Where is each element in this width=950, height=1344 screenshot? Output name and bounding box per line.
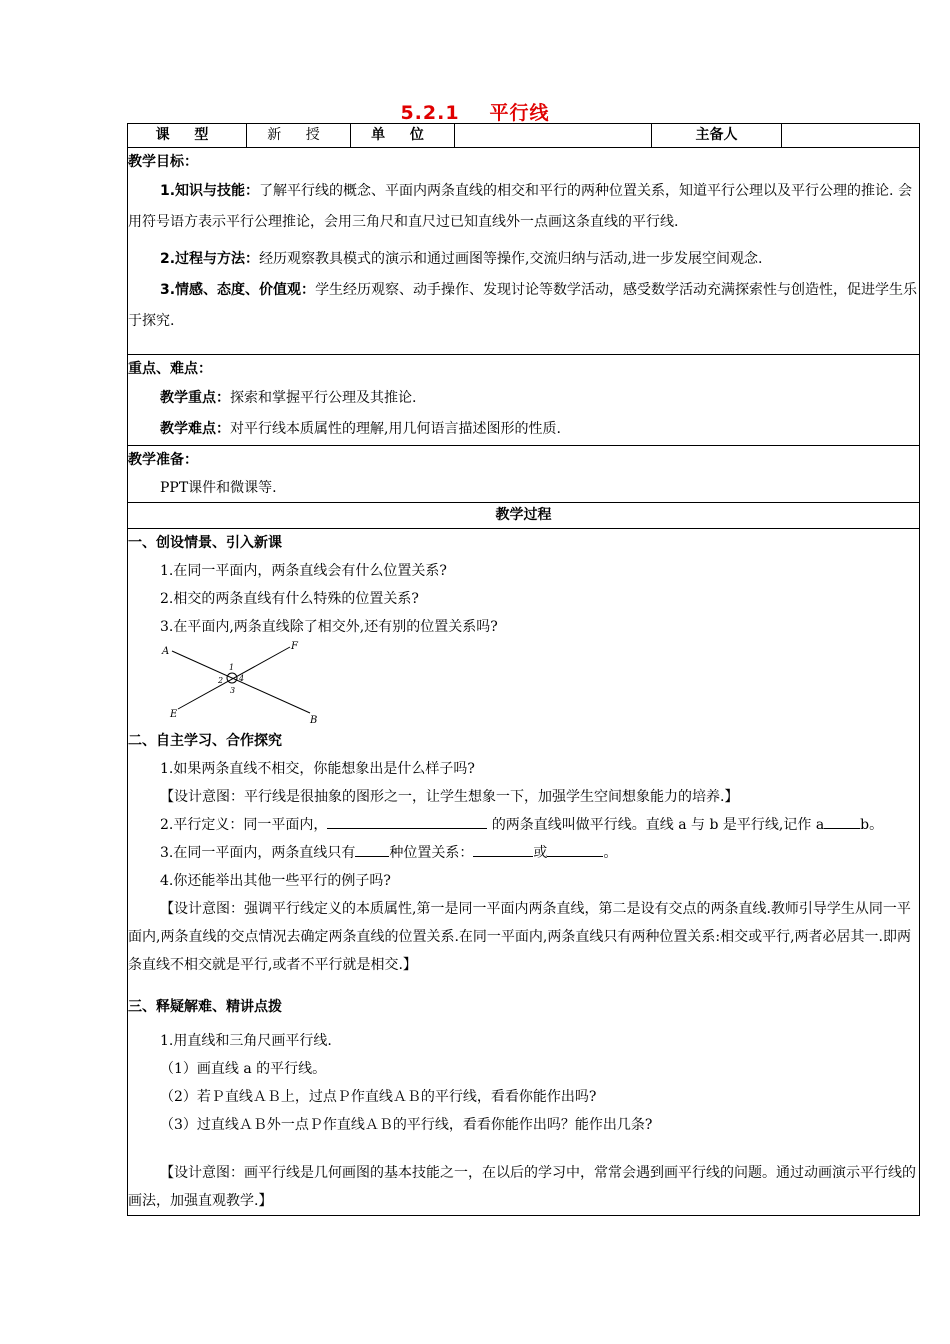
teaching-focus: 教学重点：探索和掌握平行公理及其推论. <box>160 390 417 406</box>
document-title <box>0 98 950 125</box>
teaching-difficulty: 教学难点：对平行线本质属性的理解,用几何语言描述图形的性质. <box>160 421 561 437</box>
answer-blank[interactable] <box>327 814 487 829</box>
answer-blank[interactable] <box>824 814 860 829</box>
key-points-row <box>128 355 920 446</box>
unit-label: 单 位 <box>351 124 455 148</box>
section-1-title: 一、创设情景、引入新课 <box>128 535 282 551</box>
objective-2: 2.过程与方法：经历观察教具模式的演示和通过画图等操作,交流归纳与活动,进一步发展空间观念. <box>160 251 763 267</box>
section-2-intent-2: 【设计意图：强调平行线定义的本质属性,第一是同一平面内两条直线，第二是设有交点的两条直线.教师引导学生从同一平面内,两条直线的交点情况去确定两条直线的位置关系.在同一平面内,两条直线只有两种位置关系:相交或平行,两者必居其一.即两条直线不相交就是平行,或者不平行就是相交.】 <box>128 901 911 973</box>
preparation-heading: 教学准备： <box>128 452 198 468</box>
process-heading-row <box>128 503 920 529</box>
objectives-row <box>128 148 920 355</box>
section-2-title: 二、自主学习、合作探究 <box>128 733 282 749</box>
course-type-value: 新 授 <box>247 124 351 148</box>
label-2: 2 <box>218 676 224 685</box>
line-ef <box>178 647 290 709</box>
section-3-step-3: （3）过直线ＡＢ外一点Ｐ作直线ＡＢ的平行线，看看你能作出吗？能作出几条? <box>160 1117 653 1133</box>
course-type-label: 课 型 <box>128 124 247 148</box>
section-3-step-1: （1）画直线 a 的平行线。 <box>160 1061 327 1077</box>
section-3-intent: 【设计意图：画平行线是几何画图的基本技能之一，在以后的学习中，常常会遇到画平行线的问题。通过动画演示平行线的画法，加强直观教学.】 <box>128 1165 916 1209</box>
process-heading: 教学过程 <box>128 503 920 529</box>
title-number: 5.2.1 <box>400 102 460 124</box>
section-2-question-4: 4.你还能举出其他一些平行的例子吗? <box>160 873 391 889</box>
preparer-label: 主备人 <box>652 124 782 148</box>
preparer-value <box>782 124 920 148</box>
answer-blank[interactable] <box>355 842 389 857</box>
answer-blank[interactable] <box>473 842 533 857</box>
section-3-title: 三、释疑解难、精讲点拨 <box>128 999 282 1015</box>
intersecting-lines-diagram <box>160 641 320 727</box>
section-2-question-1: 1.如果两条直线不相交，你能想象出是什么样子吗? <box>160 761 475 777</box>
label-a: A <box>162 646 170 657</box>
preparation-row <box>128 446 920 503</box>
lesson-plan-table <box>127 123 920 1216</box>
section-3-step-2: （2）若Ｐ直线ＡＢ上，过点Ｐ作直线ＡＢ的平行线，看看你能作出吗? <box>160 1089 597 1105</box>
label-b: B <box>310 715 318 726</box>
intersecting-lines-figure <box>128 641 919 727</box>
objective-3: 3.情感、态度、价值观：学生经历观察、动手操作、发现讨论等数学活动，感受数学活动充满探索性与创造性，促进学生乐于探究. <box>128 282 918 329</box>
objective-1: 1.知识与技能：了解平行线的概念、平面内两条直线的相交和平行的两种位置关系，知道平行公理以及平行公理的推论. 会用符号语方表示平行公理推论，会用三角尺和直尺过已知直线外一点画这条直线的平行线. <box>128 183 912 230</box>
label-3: 3 <box>230 686 236 695</box>
process-row <box>128 529 920 1216</box>
header-row <box>128 124 920 148</box>
section-1-question-2: 2.相交的两条直线有什么特殊的位置关系? <box>160 591 419 607</box>
section-1-question-3: 3.在平面内,两条直线除了相交外,还有别的位置关系吗? <box>160 619 498 635</box>
key-points-heading: 重点、难点： <box>128 361 212 377</box>
preparation-text: PPT课件和微课等. <box>160 480 277 496</box>
label-f: F <box>291 641 298 652</box>
section-1-question-1: 1.在同一平面内，两条直线会有什么位置关系? <box>160 563 447 579</box>
label-e: E <box>170 709 178 720</box>
section-2-question-3: 3.在同一平面内，两条直线只有 种位置关系： 或 。 <box>128 839 919 867</box>
section-2-intent-1: 【设计意图：平行线是很抽象的图形之一，让学生想象一下，加强学生空间想象能力的培养.】 <box>160 789 739 805</box>
label-4: 4 <box>239 674 245 683</box>
title-text: 平行线 <box>489 102 550 124</box>
unit-value <box>455 124 652 148</box>
objectives-heading: 教学目标： <box>128 154 198 170</box>
section-2-question-2: 2.平行定义：同一平面内， 的两条直线叫做平行线。直线 a 与 b 是平行线,记作 a b。 <box>128 811 919 839</box>
section-3-question-1: 1.用直线和三角尺画平行线. <box>160 1033 332 1049</box>
answer-blank[interactable] <box>547 842 603 857</box>
label-1: 1 <box>229 663 235 672</box>
